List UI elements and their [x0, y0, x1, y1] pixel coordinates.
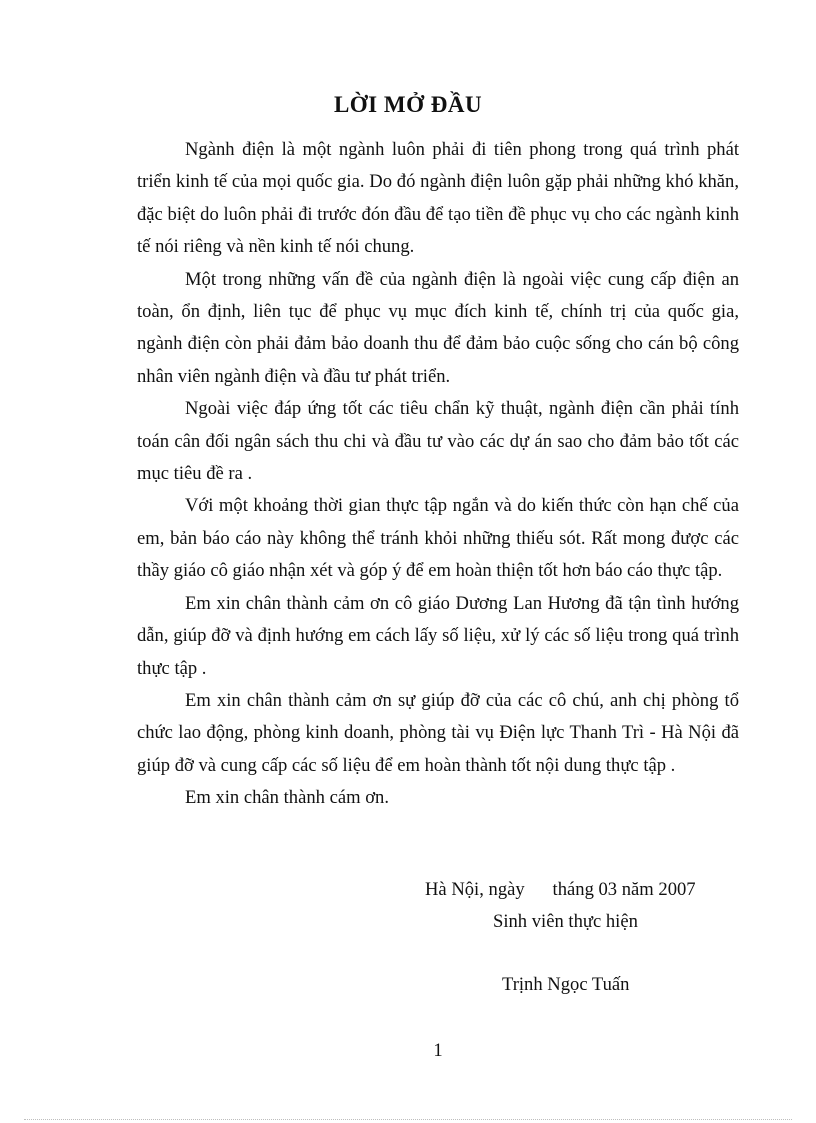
signature-name: Trịnh Ngọc Tuấn [502, 974, 630, 995]
paragraph-1: Ngành điện là một ngành luôn phải đi tiên phong trong quá trình phát triển kinh tế của mọi quốc gia. Do đó ngành điện luôn gặp phải những khó khăn, đặc biệt do luôn phải đi trước đón đầu để tạo tiền đề phục vụ cho các ngành kinh tế nói riêng và nền kinh tế nói chung. [137, 139, 739, 258]
page-title: LỜI MỞ ĐẦU [333, 92, 483, 117]
paragraph-5: Em xin chân thành cảm ơn cô giáo Dương Lan Hương đã tận tình hướng dẫn, giúp đỡ và định hướng em cách lấy số liệu, xử lý các số liệu trong quá trình thực tập . [137, 592, 739, 679]
paragraph-2: Một trong những vấn đề của ngành điện là ngoài việc cung cấp điện an toàn, ổn định, liên tục để phục vụ mục đích kinh tế, chính trị của quốc gia, ngành điện còn phải đảm bảo doanh thu để đảm bảo cuộc sống cho cán bộ công nhân viên ngành điện và đầu tư phát triển. [137, 268, 739, 387]
paragraph-4: Với một khoảng thời gian thực tập ngắn và do kiến thức còn hạn chế của em, bản báo cáo này không thể tránh khỏi những thiếu sót. Rất mong được các thầy giáo cô giáo nhận xét và góp ý để em hoàn thiện tốt hơn báo cáo thực tập. [137, 495, 739, 582]
paragraph-3: Ngoài việc đáp ứng tốt các tiêu chẩn kỹ thuật, ngành điện cần phải tính toán cân đối ngân sách thu chi và đầu tư vào các dự án sao cho đảm bảo tốt các mục tiêu đề ra . [137, 398, 739, 485]
paragraph-6: Em xin chân thành cảm ơn sự giúp đỡ của các cô chú, anh chị phòng tổ chức lao động, phòng kinh doanh, phòng tài vụ Điện lực Thanh Trì - Hà Nội đã giúp đỡ và cung cấp các số liệu để em hoàn thành tốt nội dung thực tập . [137, 689, 739, 776]
page-bottom-divider [24, 1119, 792, 1120]
page-number: 1 [433, 1040, 443, 1061]
signature-date: Hà Nội, ngày tháng 03 năm 2007 [425, 879, 696, 900]
body-text [137, 134, 739, 815]
paragraph-7: Em xin chân thành cám ơn. [185, 787, 389, 809]
signature-role: Sinh viên thực hiện [493, 911, 638, 932]
